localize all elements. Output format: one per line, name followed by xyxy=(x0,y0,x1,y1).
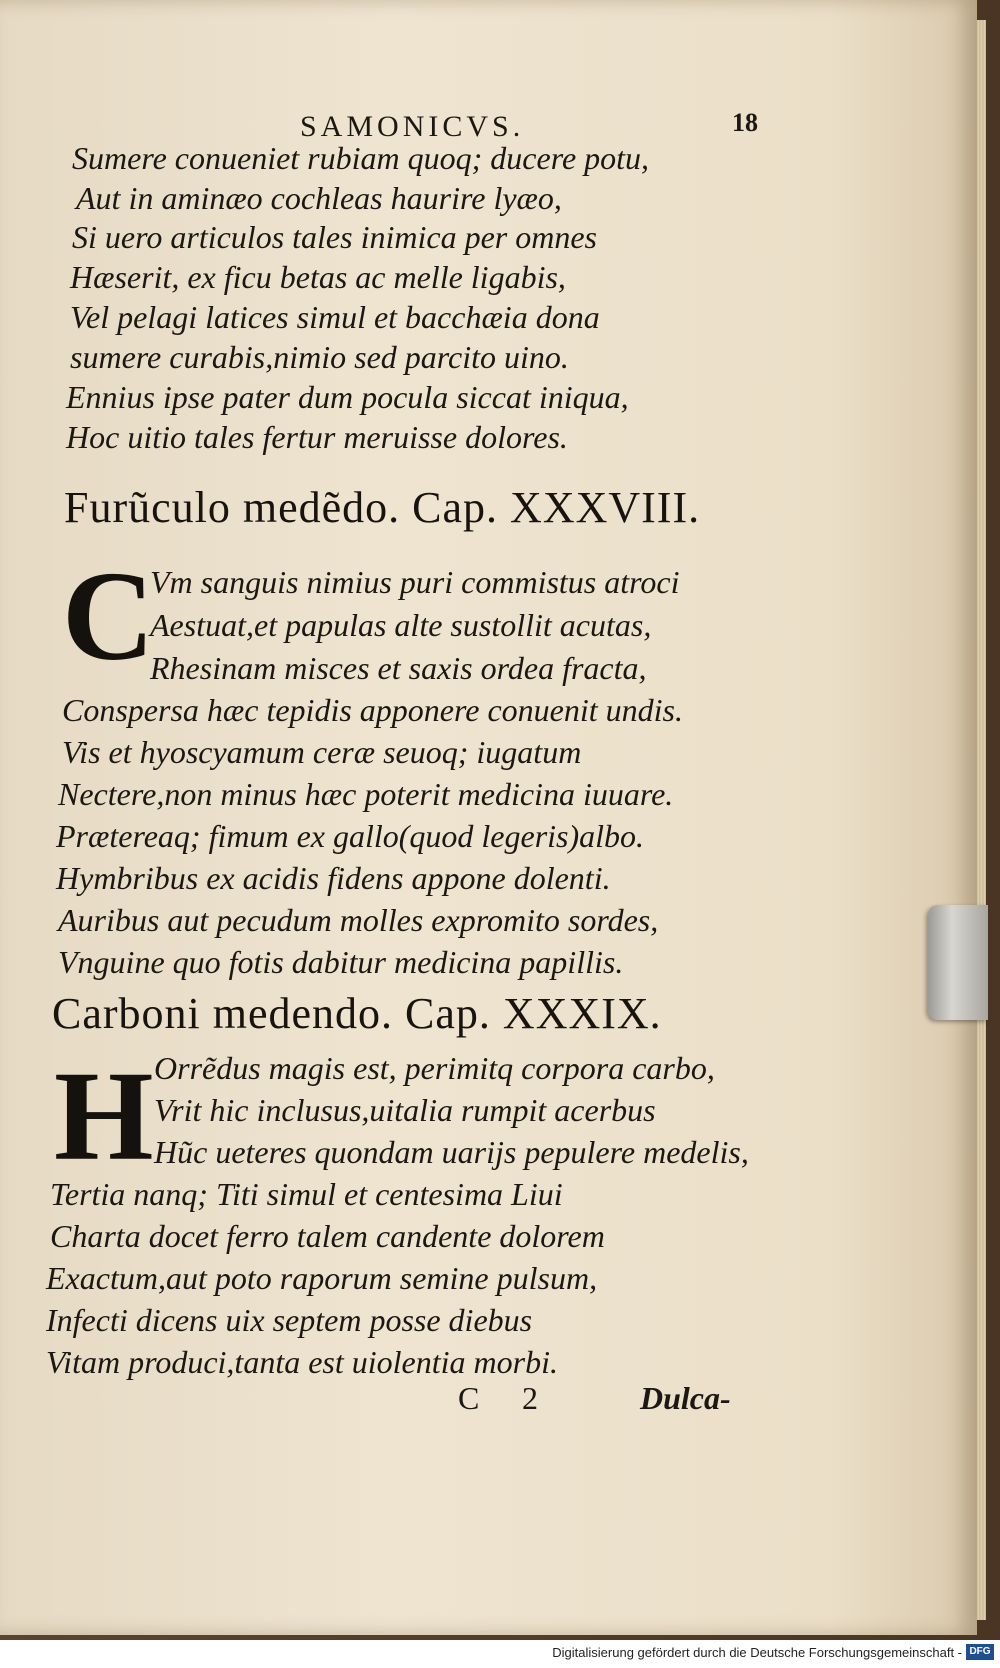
dfg-logo: DFG xyxy=(966,1644,994,1660)
verse-line: Aestuat,et papulas alte sustollit acutas, xyxy=(150,607,652,643)
catchword: Dulca- xyxy=(640,1380,731,1416)
signature-mark-number: 2 xyxy=(522,1380,538,1416)
credit-bar xyxy=(0,1640,1000,1668)
verse-line: Hũc ueteres quondam uarijs pepulere medelis, xyxy=(154,1134,749,1170)
verse-line: Exactum,aut poto raporum semine pulsum, xyxy=(46,1260,598,1296)
verse-line: Conspersa hæc tepidis apponere conuenit undis. xyxy=(62,692,683,728)
verse-line: Hymbribus ex acidis fidens appone dolenti. xyxy=(56,860,611,896)
verse-line: Auribus aut pecudum molles expromito sordes, xyxy=(58,902,659,938)
drop-cap-h: H xyxy=(54,1045,154,1187)
verse-line: Vrit hic inclusus,uitalia rumpit acerbus xyxy=(154,1092,656,1128)
chapter-heading-38: Furũculo medẽdo. Cap. XXXVIII. xyxy=(64,483,701,532)
verse-line: Aut in aminæo cochleas haurire lyæo, xyxy=(76,180,562,216)
chapter-heading-39: Carboni medendo. Cap. XXXIX. xyxy=(52,989,662,1038)
verse-line: Rhesinam misces et saxis ordea fracta, xyxy=(150,650,647,686)
verse-line: Prætereaq; fimum ex gallo(quod legeris)albo. xyxy=(56,818,645,854)
verse-line: Vitam produci,tanta est uiolentia morbi. xyxy=(46,1344,558,1380)
verse-line: Vis et hyoscyamum ceræ seuoq; iugatum xyxy=(62,734,582,770)
verse-line: Vnguine quo fotis dabitur medicina papillis. xyxy=(58,944,624,980)
verse-line: Nectere,non minus hæc poterit medicina iuuare. xyxy=(58,776,674,812)
drop-cap-c: C xyxy=(62,545,155,687)
credit-text: Digitalisierung gefördert durch die Deutsche Forschungsgemeinschaft - xyxy=(552,1645,962,1660)
verse-line: Sumere conueniet rubiam quoq; ducere potu, xyxy=(72,140,650,176)
folio-number: 18 xyxy=(732,108,758,137)
verse-line: Si uero articulos tales inimica per omnes xyxy=(72,219,597,255)
signature-mark-letter: C xyxy=(458,1380,480,1416)
verse-line: Vel pelagi latices simul et bacchæia dona xyxy=(70,299,600,335)
page-clip xyxy=(928,905,988,1020)
verse-line: Orrẽdus magis est, perimitq corpora carbo, xyxy=(154,1050,715,1086)
verse-line: sumere curabis,nimio sed parcito uino. xyxy=(70,339,569,375)
running-head: SAMONICVS. xyxy=(300,110,525,143)
verse-line: Hoc uitio tales fertur meruisse dolores. xyxy=(66,419,568,455)
verse-line: Hæserit, ex ficu betas ac melle ligabis, xyxy=(70,259,566,295)
verse-line: Vm sanguis nimius puri commistus atroci xyxy=(150,564,680,600)
verse-line: Tertia nanq; Titi simul et centesima Liui xyxy=(50,1176,563,1212)
verse-line: Charta docet ferro talem candente dolorem xyxy=(50,1218,605,1254)
verse-line: Infecti dicens uix septem posse diebus xyxy=(46,1302,533,1338)
verse-line: Ennius ipse pater dum pocula siccat iniqua, xyxy=(66,379,629,415)
